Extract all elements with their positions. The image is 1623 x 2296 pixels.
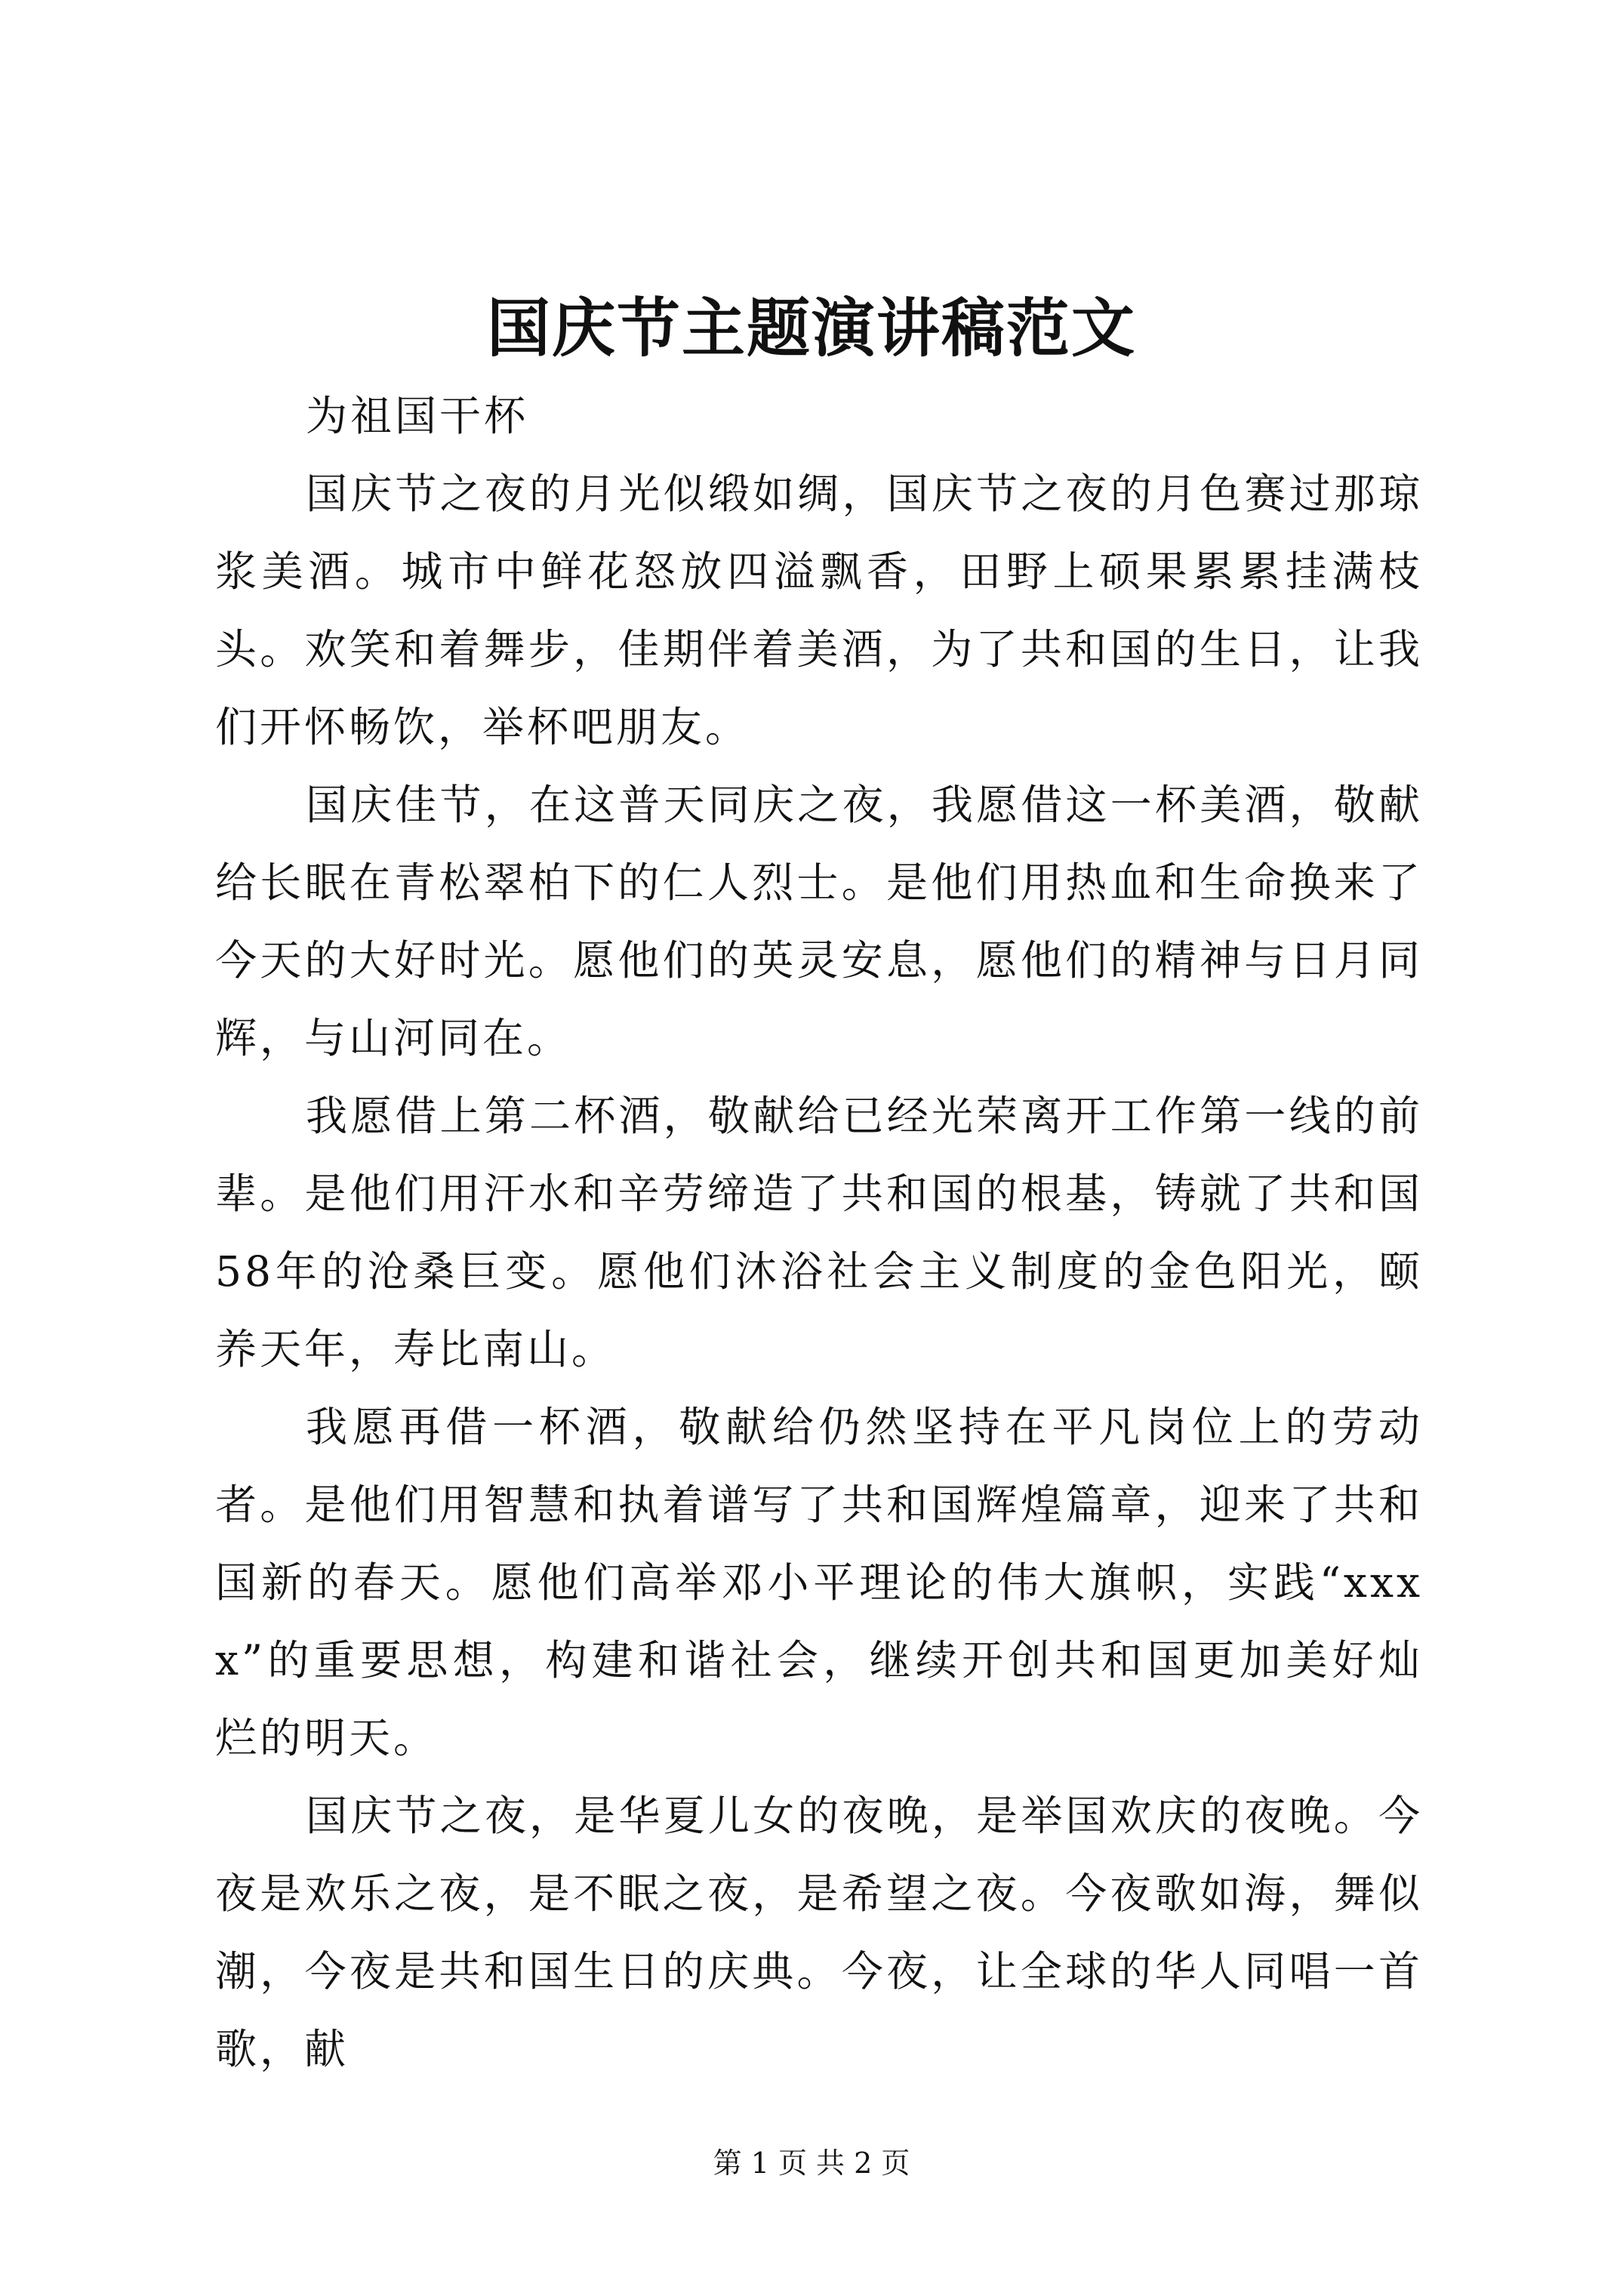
page-footer: 第 1 页 共 2 页 <box>713 2147 910 2180</box>
paragraph-4: 我愿再借一杯酒，敬献给仍然坚持在平凡岗位上的劳动者。是他们用智慧和执着谱写了共和国辉煌篇章，迎来了共和国新的春天。愿他们高举邓小平理论的伟大旗帜，实践“xxxx”的重要思想，构建和谐社会，继续开创共和国更加美好灿烂的明天。 <box>215 1403 1423 1762</box>
paragraph-5: 国庆节之夜，是华夏儿女的夜晚，是举国欢庆的夜晚。今夜是欢乐之夜，是不眠之夜，是希望之夜。今夜歌如海，舞似潮，今夜是共和国生日的庆典。今夜，让全球的华人同唱一首歌，献 <box>215 1792 1423 2073</box>
paragraph-1: 国庆节之夜的月光似缎如绸，国庆节之夜的月色赛过那琼浆美酒。城市中鲜花怒放四溢飘香，田野上硕果累累挂满枝头。欢笑和着舞步，佳期伴着美酒，为了共和国的生日，让我们开怀畅饮，举杯吧朋友。 <box>215 470 1423 751</box>
document-title: 国庆节主题演讲稿范文 <box>486 291 1136 365</box>
paragraph-subtitle: 为祖国干杯 <box>306 392 529 440</box>
paragraph-3: 我愿借上第二杯酒，敬献给已经光荣离开工作第一线的前辈。是他们用汗水和辛劳缔造了共和国的根基，铸就了共和国58年的沧桑巨变。愿他们沐浴社会主义制度的金色阳光，颐养天年，寿比南山。 <box>215 1092 1423 1373</box>
paragraph-2: 国庆佳节，在这普天同庆之夜，我愿借这一杯美酒，敬献给长眠在青松翠柏下的仁人烈士。是他们用热血和生命换来了今天的大好时光。愿他们的英灵安息，愿他们的精神与日月同辉，与山河同在。 <box>215 781 1423 1062</box>
document-body <box>215 378 1423 2088</box>
